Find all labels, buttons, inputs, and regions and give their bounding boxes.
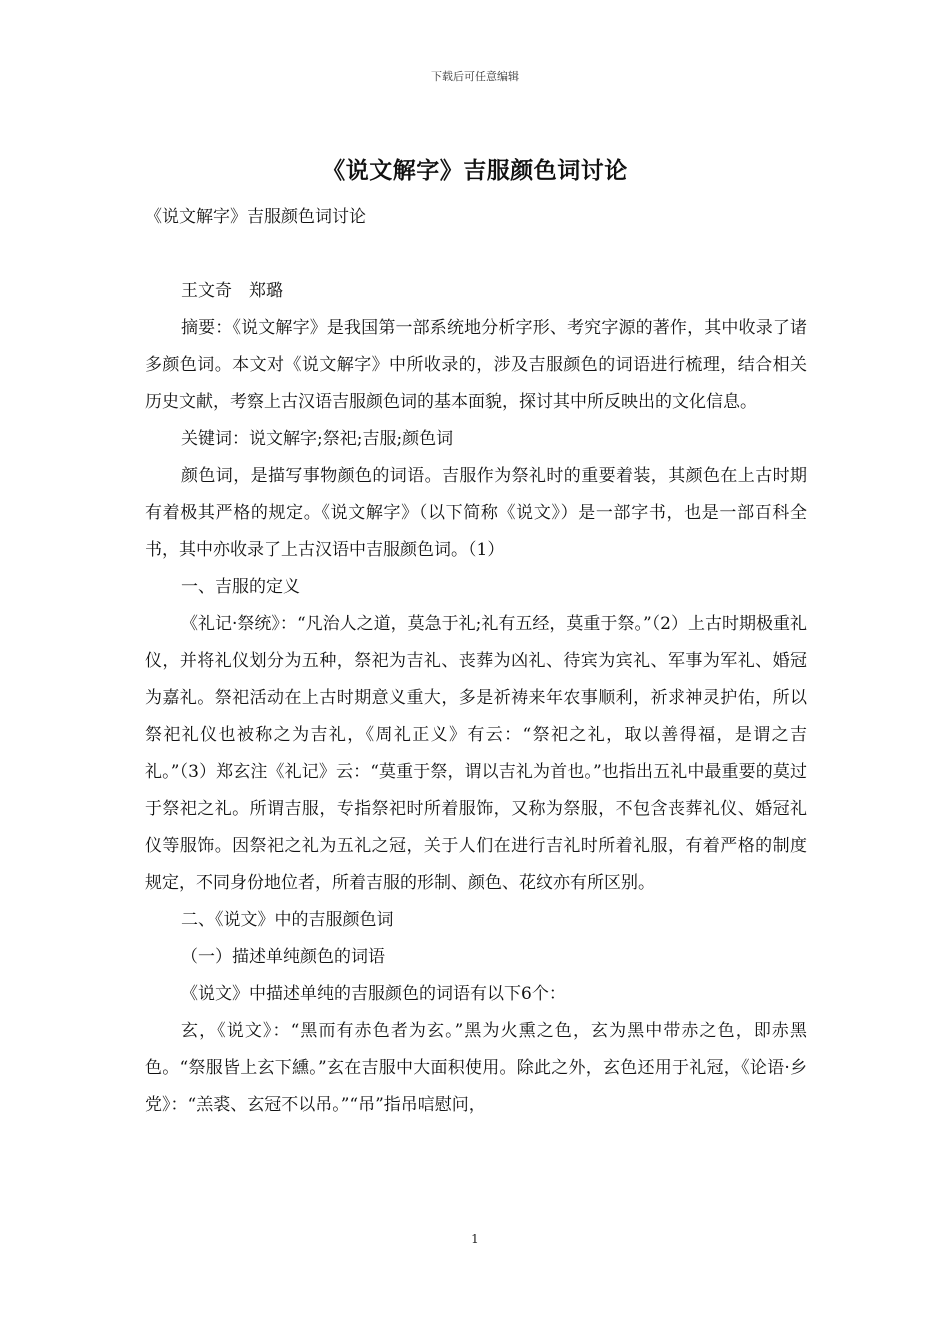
author-line: 王文奇 郑璐 [181,281,283,301]
document-title: 《说文解字》吉服颜色词讨论 [322,158,628,184]
abstract-paragraph: 摘要：《说文解字》是我国第一部系统地分析字形、考究字源的著作，其中收录了诸多颜色词。本文对《说文解字》中所收录的，涉及吉服颜色的词语进行梳理，结合相关历史文献，考察上古汉语吉服颜色词的基本面貌，探讨其中所反映出的文化信息。 [145,318,807,412]
page-number: 1 [471,1232,479,1246]
subsection-heading-1: （一）描述单纯颜色的词语 [181,947,385,967]
blank-line [145,236,807,273]
section-heading-1: 一、吉服的定义 [181,577,300,597]
keywords-paragraph: 关键词：说文解字;祭祀;吉服;颜色词 [181,429,454,449]
definition-paragraph: 《礼记·祭统》：“凡治人之道，莫急于礼;礼有五经，莫重于祭。”（2）上古时期极重礼仪，并将礼仪划分为五种，祭祀为吉礼、丧葬为凶礼、待宾为宾礼、军事为军礼、婚冠为嘉礼。祭祀活动在上古时期意义重大，多是祈祷来年农事顺利，祈求神灵护佑，所以祭祀礼仪也被称之为吉礼，《周礼正义》有云：“祭祀之礼，取以善得福，是谓之吉礼。”（3）郑玄注《礼记》云：“莫重于祭，谓以吉礼为首也。”也指出五礼中最重要的莫过于祭祀之礼。所谓吉服，专指祭祀时所着服饰，又称为祭服，不包含丧葬礼仪、婚冠礼仪等服饰。因祭祀之礼为五礼之冠，关于人们在进行吉礼时所着礼服，有着严格的制度规定，不同身份地位者，所着吉服的形制、颜色、花纹亦有所区别。 [145,614,807,893]
document-subtitle: 《说文解字》吉服颜色词讨论 [145,207,366,227]
header-note: 下载后可任意编辑 [431,70,519,83]
xuan-paragraph: 玄，《说文》：“黑而有赤色者为玄。”黑为火熏之色，玄为黑中带赤之色，即赤黑色。“祭服皆上玄下纁。”玄在吉服中大面积使用。除此之外，玄色还用于礼冠，《论语·乡党》：“羔裘、玄冠不以吊。”“吊”指吊唁慰问， [145,1021,807,1115]
section-heading-2: 二、《说文》中的吉服颜色词 [181,910,394,930]
document-body [145,199,807,1124]
color-words-intro: 《说文》中描述单纯的吉服颜色的词语有以下6个： [181,984,566,1004]
intro-paragraph: 颜色词，是描写事物颜色的词语。吉服作为祭礼时的重要着装，其颜色在上古时期有着极其严格的规定。《说文解字》（以下简称《说文》）是一部字书，也是一部百科全书，其中亦收录了上古汉语中吉服颜色词。（1） [145,466,807,560]
